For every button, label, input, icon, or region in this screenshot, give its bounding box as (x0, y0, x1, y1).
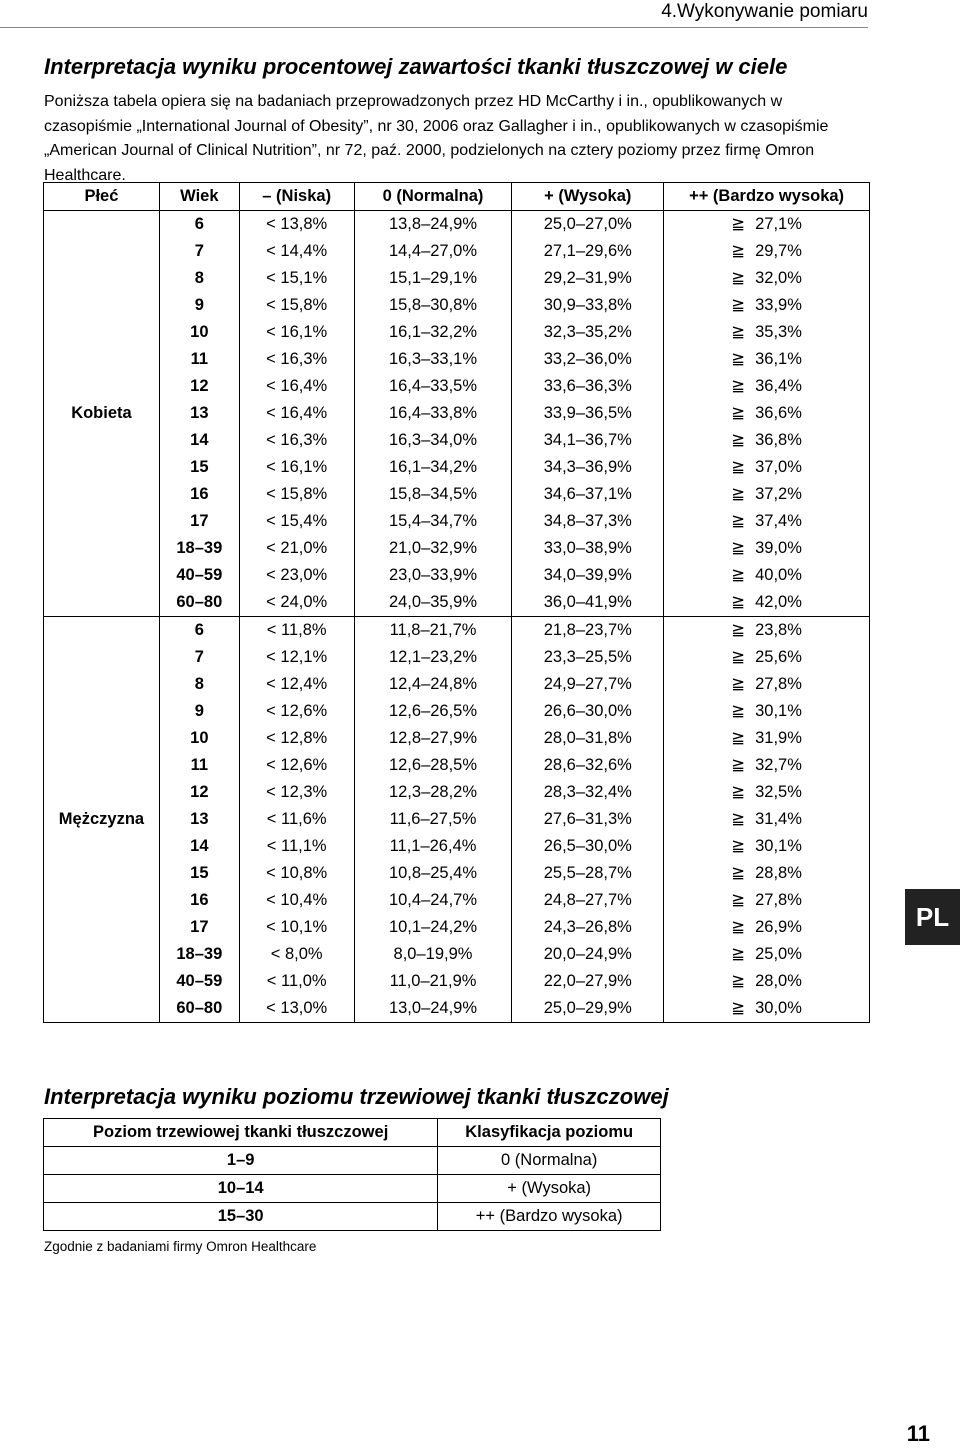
very-high-value: 40,0% (755, 566, 802, 584)
greater-equal-symbol: ≧ (731, 621, 746, 639)
low-cell: < 16,1% (239, 319, 354, 346)
age-cell: 12 (159, 779, 239, 806)
very-high-cell (664, 373, 870, 400)
very-high-cell (664, 941, 870, 968)
low-cell: < 12,6% (239, 752, 354, 779)
table-row (44, 860, 870, 887)
age-cell: 13 (159, 806, 239, 833)
age-cell: 15 (159, 454, 239, 481)
very-high-value: 36,1% (755, 350, 802, 368)
very-high-value: 27,1% (755, 215, 802, 233)
greater-equal-symbol: ≧ (731, 269, 746, 287)
table-row (44, 1147, 661, 1175)
very-high-cell (664, 806, 870, 833)
greater-equal-symbol: ≧ (731, 918, 746, 936)
very-high-cell (664, 319, 870, 346)
classification-cell: 0 (Normalna) (438, 1147, 661, 1175)
normal-cell: 15,4–34,7% (354, 508, 512, 535)
age-cell: 8 (159, 265, 239, 292)
very-high-cell (664, 725, 870, 752)
normal-cell: 14,4–27,0% (354, 238, 512, 265)
very-high-cell (664, 589, 870, 617)
high-cell: 28,3–32,4% (512, 779, 664, 806)
very-high-value: 23,8% (755, 621, 802, 639)
high-cell: 23,3–25,5% (512, 644, 664, 671)
normal-cell: 16,1–34,2% (354, 454, 512, 481)
visceral-level-cell: 15–30 (44, 1203, 438, 1231)
normal-cell: 15,8–30,8% (354, 292, 512, 319)
greater-equal-symbol: ≧ (731, 431, 746, 449)
age-cell: 7 (159, 238, 239, 265)
low-cell: < 16,4% (239, 400, 354, 427)
age-cell: 8 (159, 671, 239, 698)
normal-cell: 12,3–28,2% (354, 779, 512, 806)
very-high-cell (664, 671, 870, 698)
greater-equal-symbol: ≧ (731, 377, 746, 395)
table-row (44, 995, 870, 1023)
low-cell: < 21,0% (239, 535, 354, 562)
greater-equal-symbol: ≧ (731, 729, 746, 747)
table-row (44, 562, 870, 589)
normal-cell: 16,3–34,0% (354, 427, 512, 454)
very-high-value: 39,0% (755, 539, 802, 557)
very-high-cell (664, 860, 870, 887)
normal-cell: 21,0–32,9% (354, 535, 512, 562)
table-row (44, 454, 870, 481)
greater-equal-symbol: ≧ (731, 756, 746, 774)
very-high-cell (664, 698, 870, 725)
normal-cell: 11,1–26,4% (354, 833, 512, 860)
high-cell: 33,0–38,9% (512, 535, 664, 562)
table-header-row (44, 1119, 661, 1147)
greater-equal-symbol: ≧ (731, 648, 746, 666)
low-cell: < 15,8% (239, 292, 354, 319)
low-cell: < 16,3% (239, 427, 354, 454)
greater-equal-symbol: ≧ (731, 539, 746, 557)
very-high-value: 30,1% (755, 702, 802, 720)
table-row (44, 725, 870, 752)
table-row (44, 806, 870, 833)
col-header-age: Wiek (159, 183, 239, 211)
very-high-value: 37,2% (755, 485, 802, 503)
low-cell: < 23,0% (239, 562, 354, 589)
low-cell: < 10,8% (239, 860, 354, 887)
normal-cell: 10,4–24,7% (354, 887, 512, 914)
low-cell: < 12,8% (239, 725, 354, 752)
low-cell: < 15,8% (239, 481, 354, 508)
low-cell: < 12,4% (239, 671, 354, 698)
age-cell: 6 (159, 617, 239, 645)
greater-equal-symbol: ≧ (731, 512, 746, 530)
age-cell: 9 (159, 698, 239, 725)
age-cell: 6 (159, 211, 239, 239)
very-high-cell (664, 914, 870, 941)
very-high-value: 37,0% (755, 458, 802, 476)
col-header-normal: 0 (Normalna) (354, 183, 512, 211)
low-cell: < 12,3% (239, 779, 354, 806)
header-section-title: 4.Wykonywanie pomiaru (661, 1, 868, 22)
age-cell: 17 (159, 914, 239, 941)
very-high-value: 37,4% (755, 512, 802, 530)
normal-cell: 16,4–33,8% (354, 400, 512, 427)
table-row (44, 589, 870, 617)
low-cell: < 16,3% (239, 346, 354, 373)
high-cell: 27,1–29,6% (512, 238, 664, 265)
high-cell: 25,0–29,9% (512, 995, 664, 1023)
very-high-value: 32,0% (755, 269, 802, 287)
low-cell: < 11,6% (239, 806, 354, 833)
low-cell: < 15,4% (239, 508, 354, 535)
very-high-value: 36,8% (755, 431, 802, 449)
high-cell: 24,3–26,8% (512, 914, 664, 941)
low-cell: < 15,1% (239, 265, 354, 292)
col-header-gender: Płeć (44, 183, 160, 211)
table-row (44, 833, 870, 860)
greater-equal-symbol: ≧ (731, 945, 746, 963)
high-cell: 28,0–31,8% (512, 725, 664, 752)
high-cell: 34,3–36,9% (512, 454, 664, 481)
table-row (44, 1175, 661, 1203)
table-row (44, 671, 870, 698)
normal-cell: 10,1–24,2% (354, 914, 512, 941)
age-cell: 7 (159, 644, 239, 671)
greater-equal-symbol: ≧ (731, 864, 746, 882)
high-cell: 28,6–32,6% (512, 752, 664, 779)
gender-cell: Mężczyzna (44, 617, 160, 1023)
very-high-value: 31,4% (755, 810, 802, 828)
high-cell: 32,3–35,2% (512, 319, 664, 346)
very-high-cell (664, 238, 870, 265)
visceral-fat-table (43, 1118, 661, 1231)
greater-equal-symbol: ≧ (731, 242, 746, 260)
age-cell: 10 (159, 319, 239, 346)
very-high-value: 26,9% (755, 918, 802, 936)
high-cell: 29,2–31,9% (512, 265, 664, 292)
table-row (44, 914, 870, 941)
very-high-cell (664, 535, 870, 562)
very-high-value: 36,4% (755, 377, 802, 395)
table-row (44, 481, 870, 508)
low-cell: < 10,4% (239, 887, 354, 914)
normal-cell: 11,8–21,7% (354, 617, 512, 645)
table-row (44, 400, 870, 427)
greater-equal-symbol: ≧ (731, 783, 746, 801)
visceral-level-cell: 1–9 (44, 1147, 438, 1175)
age-cell: 60–80 (159, 995, 239, 1023)
very-high-cell (664, 968, 870, 995)
col-header-very-high: ++ (Bardzo wysoka) (664, 183, 870, 211)
age-cell: 60–80 (159, 589, 239, 617)
greater-equal-symbol: ≧ (731, 323, 746, 341)
very-high-cell (664, 644, 870, 671)
age-cell: 17 (159, 508, 239, 535)
high-cell: 25,0–27,0% (512, 211, 664, 239)
high-cell: 21,8–23,7% (512, 617, 664, 645)
very-high-value: 29,7% (755, 242, 802, 260)
table-row (44, 373, 870, 400)
normal-cell: 16,4–33,5% (354, 373, 512, 400)
very-high-value: 31,9% (755, 729, 802, 747)
high-cell: 30,9–33,8% (512, 292, 664, 319)
normal-cell: 24,0–35,9% (354, 589, 512, 617)
table-row (44, 698, 870, 725)
page-number: 11 (906, 1421, 930, 1446)
normal-cell: 12,6–26,5% (354, 698, 512, 725)
table-row (44, 238, 870, 265)
greater-equal-symbol: ≧ (731, 972, 746, 990)
normal-cell: 23,0–33,9% (354, 562, 512, 589)
age-cell: 14 (159, 833, 239, 860)
very-high-value: 28,0% (755, 972, 802, 990)
very-high-value: 30,1% (755, 837, 802, 855)
classification-cell: + (Wysoka) (438, 1175, 661, 1203)
intro-paragraph: Poniższa tabela opiera się na badaniach przeprowadzonych przez HD McCarthy i in., opublikowanych w czasopiśmie „International Journal of Obesity”, nr 30, 2006 oraz Gallagher i in., opublikowanych w czasopiśmie „American Journal of Clinical Nutrition”, nr 72, paź. 2000, podzielonych na cztery poziomy przez firmę Omron Healthcare. (44, 93, 829, 184)
greater-equal-symbol: ≧ (731, 593, 746, 611)
very-high-cell (664, 427, 870, 454)
very-high-cell (664, 346, 870, 373)
low-cell: < 11,8% (239, 617, 354, 645)
very-high-cell (664, 454, 870, 481)
low-cell: < 16,4% (239, 373, 354, 400)
source-note: Zgodnie z badaniami firmy Omron Healthcare (44, 1239, 317, 1254)
very-high-cell (664, 752, 870, 779)
normal-cell: 16,3–33,1% (354, 346, 512, 373)
classification-cell: ++ (Bardzo wysoka) (438, 1203, 661, 1231)
normal-cell: 11,0–21,9% (354, 968, 512, 995)
very-high-value: 32,5% (755, 783, 802, 801)
very-high-value: 32,7% (755, 756, 802, 774)
very-high-value: 27,8% (755, 891, 802, 909)
very-high-cell (664, 562, 870, 589)
very-high-value: 36,6% (755, 404, 802, 422)
table-row (44, 887, 870, 914)
age-cell: 13 (159, 400, 239, 427)
very-high-cell (664, 211, 870, 239)
high-cell: 33,9–36,5% (512, 400, 664, 427)
table-row (44, 292, 870, 319)
high-cell: 24,9–27,7% (512, 671, 664, 698)
high-cell: 36,0–41,9% (512, 589, 664, 617)
low-cell: < 8,0% (239, 941, 354, 968)
low-cell: < 11,1% (239, 833, 354, 860)
low-cell: < 11,0% (239, 968, 354, 995)
very-high-value: 33,9% (755, 296, 802, 314)
normal-cell: 16,1–32,2% (354, 319, 512, 346)
greater-equal-symbol: ≧ (731, 215, 746, 233)
greater-equal-symbol: ≧ (731, 837, 746, 855)
very-high-value: 25,0% (755, 945, 802, 963)
high-cell: 34,1–36,7% (512, 427, 664, 454)
high-cell: 25,5–28,7% (512, 860, 664, 887)
table-row (44, 1203, 661, 1231)
col-header-classification: Klasyfikacja poziomu (438, 1119, 661, 1147)
normal-cell: 10,8–25,4% (354, 860, 512, 887)
high-cell: 33,6–36,3% (512, 373, 664, 400)
visceral-level-cell: 10–14 (44, 1175, 438, 1203)
very-high-value: 30,0% (755, 999, 802, 1017)
greater-equal-symbol: ≧ (731, 702, 746, 720)
greater-equal-symbol: ≧ (731, 566, 746, 584)
table-row (44, 211, 870, 239)
high-cell: 27,6–31,3% (512, 806, 664, 833)
body-fat-table (43, 182, 870, 1023)
age-cell: 18–39 (159, 941, 239, 968)
gender-cell: Kobieta (44, 211, 160, 617)
greater-equal-symbol: ≧ (731, 485, 746, 503)
age-cell: 16 (159, 481, 239, 508)
very-high-cell (664, 995, 870, 1023)
col-header-visceral-level: Poziom trzewiowej tkanki tłuszczowej (44, 1119, 438, 1147)
table-row (44, 779, 870, 806)
greater-equal-symbol: ≧ (731, 675, 746, 693)
low-cell: < 16,1% (239, 454, 354, 481)
low-cell: < 13,0% (239, 995, 354, 1023)
normal-cell: 12,6–28,5% (354, 752, 512, 779)
low-cell: < 10,1% (239, 914, 354, 941)
normal-cell: 8,0–19,9% (354, 941, 512, 968)
greater-equal-symbol: ≧ (731, 458, 746, 476)
low-cell: < 24,0% (239, 589, 354, 617)
language-badge: PL (905, 889, 960, 945)
very-high-value: 25,6% (755, 648, 802, 666)
age-cell: 9 (159, 292, 239, 319)
header-divider (0, 27, 868, 28)
high-cell: 22,0–27,9% (512, 968, 664, 995)
age-cell: 10 (159, 725, 239, 752)
low-cell: < 13,8% (239, 211, 354, 239)
high-cell: 34,6–37,1% (512, 481, 664, 508)
col-header-low: – (Niska) (239, 183, 354, 211)
age-cell: 14 (159, 427, 239, 454)
very-high-cell (664, 400, 870, 427)
very-high-cell (664, 833, 870, 860)
greater-equal-symbol: ≧ (731, 296, 746, 314)
table-row (44, 508, 870, 535)
age-cell: 16 (159, 887, 239, 914)
very-high-value: 35,3% (755, 323, 802, 341)
page-title: Interpretacja wyniku procentowej zawartości tkanki tłuszczowej w ciele (44, 54, 788, 79)
greater-equal-symbol: ≧ (731, 891, 746, 909)
very-high-cell (664, 779, 870, 806)
normal-cell: 12,4–24,8% (354, 671, 512, 698)
table-row (44, 752, 870, 779)
age-cell: 18–39 (159, 535, 239, 562)
age-cell: 40–59 (159, 562, 239, 589)
high-cell: 26,5–30,0% (512, 833, 664, 860)
table-row (44, 319, 870, 346)
high-cell: 34,8–37,3% (512, 508, 664, 535)
very-high-cell (664, 617, 870, 645)
age-cell: 11 (159, 752, 239, 779)
very-high-cell (664, 481, 870, 508)
greater-equal-symbol: ≧ (731, 999, 746, 1017)
col-header-high: + (Wysoka) (512, 183, 664, 211)
very-high-cell (664, 508, 870, 535)
high-cell: 20,0–24,9% (512, 941, 664, 968)
high-cell: 33,2–36,0% (512, 346, 664, 373)
age-cell: 15 (159, 860, 239, 887)
high-cell: 34,0–39,9% (512, 562, 664, 589)
greater-equal-symbol: ≧ (731, 350, 746, 368)
low-cell: < 12,6% (239, 698, 354, 725)
very-high-cell (664, 265, 870, 292)
table-header-row (44, 183, 870, 211)
table-row (44, 535, 870, 562)
normal-cell: 15,8–34,5% (354, 481, 512, 508)
very-high-cell (664, 292, 870, 319)
age-cell: 12 (159, 373, 239, 400)
table-row (44, 968, 870, 995)
table-row (44, 427, 870, 454)
greater-equal-symbol: ≧ (731, 404, 746, 422)
visceral-section-title: Interpretacja wyniku poziomu trzewiowej tkanki tłuszczowej (44, 1084, 669, 1109)
very-high-value: 42,0% (755, 593, 802, 611)
normal-cell: 13,8–24,9% (354, 211, 512, 239)
table-row (44, 346, 870, 373)
normal-cell: 12,8–27,9% (354, 725, 512, 752)
normal-cell: 11,6–27,5% (354, 806, 512, 833)
low-cell: < 12,1% (239, 644, 354, 671)
table-row (44, 941, 870, 968)
normal-cell: 15,1–29,1% (354, 265, 512, 292)
age-cell: 40–59 (159, 968, 239, 995)
table-row (44, 644, 870, 671)
very-high-value: 27,8% (755, 675, 802, 693)
age-cell: 11 (159, 346, 239, 373)
low-cell: < 14,4% (239, 238, 354, 265)
very-high-value: 28,8% (755, 864, 802, 882)
table-row (44, 617, 870, 645)
high-cell: 24,8–27,7% (512, 887, 664, 914)
greater-equal-symbol: ≧ (731, 810, 746, 828)
high-cell: 26,6–30,0% (512, 698, 664, 725)
table-row (44, 265, 870, 292)
very-high-cell (664, 887, 870, 914)
normal-cell: 12,1–23,2% (354, 644, 512, 671)
normal-cell: 13,0–24,9% (354, 995, 512, 1023)
